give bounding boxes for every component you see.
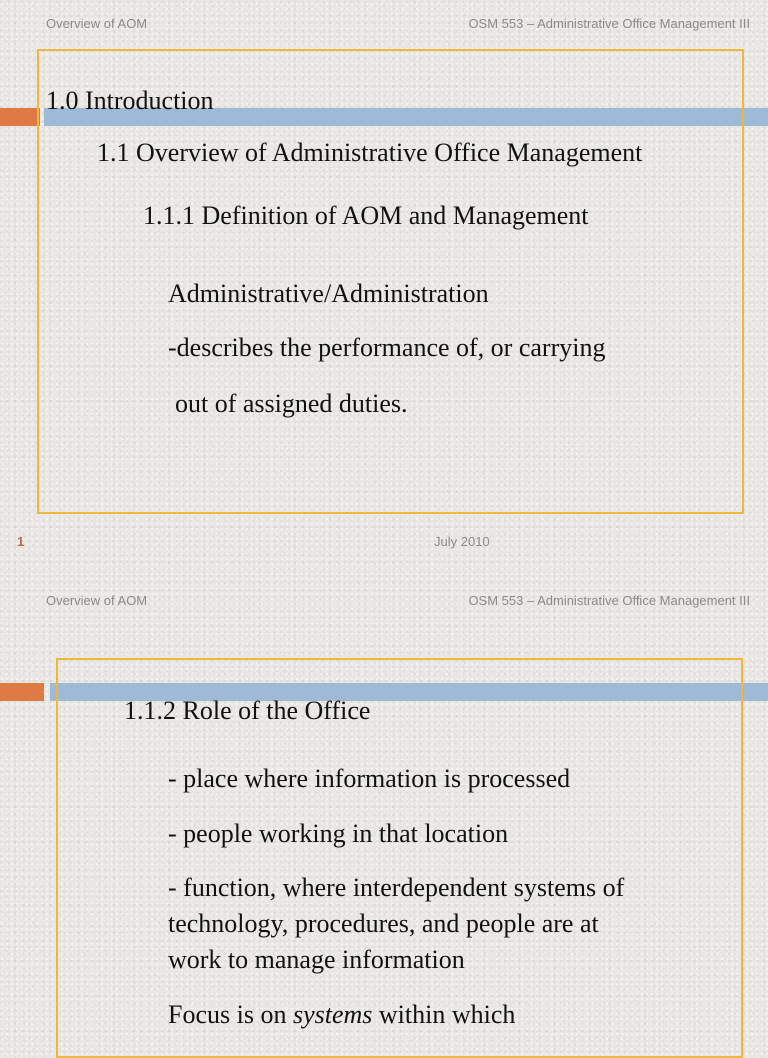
subsection-heading: 1.1 Overview of Administrative Office Management xyxy=(97,138,643,167)
bullet-3-line-3: work to manage information xyxy=(168,945,465,974)
slide-2 xyxy=(0,577,768,1029)
subsubsection-heading: 1.1.1 Definition of AOM and Management xyxy=(143,201,589,230)
section-heading: 1.1.2 Role of the Office xyxy=(124,696,371,725)
accent-bar-orange xyxy=(0,683,44,701)
focus-prefix: Focus is on xyxy=(168,1000,293,1029)
slide-header-right: OSM 553 – Administrative Office Management III xyxy=(468,593,750,608)
focus-emphasis: systems xyxy=(292,1000,373,1029)
accent-bar-orange xyxy=(0,108,40,126)
term: Administrative/Administration xyxy=(168,279,489,308)
definition-line-2: out of assigned duties. xyxy=(175,389,408,418)
bullet-3-line-1: - function, where interdependent systems of xyxy=(168,873,625,902)
focus-line xyxy=(168,1000,515,1030)
focus-suffix: within which xyxy=(372,1000,516,1029)
bullet-2: - people working in that location xyxy=(168,819,509,848)
slide-header-right: OSM 553 – Administrative Office Management III xyxy=(468,16,750,31)
slide-number: 1 xyxy=(17,534,25,549)
slide-date: July 2010 xyxy=(434,534,490,549)
definition-line-1: -describes the performance of, or carrying xyxy=(168,333,606,362)
slide-header-left: Overview of AOM xyxy=(46,16,148,31)
bullet-1: - place where information is processed xyxy=(168,764,571,793)
slide-header-left: Overview of AOM xyxy=(46,593,148,608)
bullet-3-line-2: technology, procedures, and people are at xyxy=(168,909,599,938)
section-heading: 1.0 Introduction xyxy=(46,86,214,115)
